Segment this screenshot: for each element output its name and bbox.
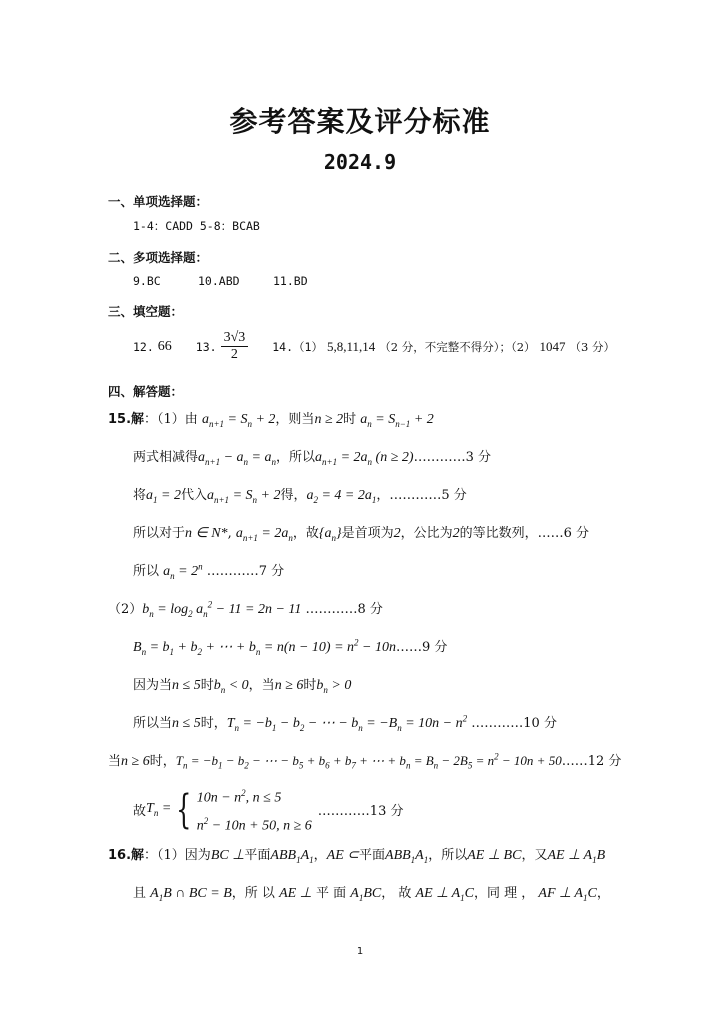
p15-line-8 bbox=[133, 674, 351, 695]
p15-text: 故 bbox=[133, 804, 147, 820]
math-expr: n ≥ 6 bbox=[274, 678, 304, 693]
p15-label: 15.解 bbox=[108, 412, 145, 427]
p15-text: ：（1）由 bbox=[144, 412, 202, 427]
p15-text: ，所以 bbox=[276, 450, 316, 465]
math-expr: $b_n = \log_2 a_n^2 - 11 = 2n - 11$ bbox=[142, 599, 302, 619]
math-expr: $ABB_1A_1$ bbox=[385, 848, 429, 865]
p15-text: 所以 bbox=[133, 564, 160, 579]
math-expr: n ≤ 5 bbox=[172, 716, 201, 731]
math-expr: n ≥ 6 bbox=[121, 754, 150, 769]
section-solutions: 四、解答题： bbox=[108, 384, 184, 399]
p15-text: …………13 分 bbox=[317, 804, 404, 820]
p16-text: 且 bbox=[133, 886, 147, 901]
p15-text: 当 bbox=[108, 754, 122, 769]
q14-note-1: （2 分，不完整不得分）；（2） bbox=[379, 339, 536, 354]
p15-text: ，公比为 bbox=[400, 526, 453, 541]
math-expr: n ≤ 5 bbox=[172, 678, 201, 693]
p15-text: ……9 分 bbox=[396, 640, 448, 655]
p16-text: 平 面 bbox=[316, 886, 347, 901]
p16-text: ，同 理 ， bbox=[473, 886, 535, 901]
p16-text: ， bbox=[596, 886, 610, 901]
q13-numerator: 3√3 bbox=[221, 330, 249, 347]
answer-11: 11.BD bbox=[273, 274, 308, 288]
q13-denominator: 2 bbox=[230, 347, 238, 362]
p15-text: 的等比数列，……6 分 bbox=[459, 526, 590, 541]
math-expr: $a_{n+1} - a_n = a_n$ bbox=[198, 450, 276, 467]
section-fill-blank: 三、填空题： bbox=[108, 304, 184, 319]
q14-note-2: （3 分） bbox=[569, 339, 616, 354]
p16-line-2 bbox=[133, 882, 610, 903]
p16-text: ， bbox=[313, 848, 327, 863]
section-multi-choice: 二、多项选择题： bbox=[108, 250, 209, 265]
q14-value-2: 1047 bbox=[539, 338, 566, 354]
p15-text: 得， bbox=[280, 488, 307, 503]
math-expr: $a_n = 2^n$ bbox=[163, 561, 203, 581]
p15-line-10 bbox=[108, 750, 621, 771]
math-expr: AE ⊥ $A_1C$ bbox=[415, 886, 474, 903]
p15-text: 因为当 bbox=[133, 678, 173, 693]
p15-line-2 bbox=[133, 446, 491, 467]
p15-text: ，故 bbox=[292, 526, 319, 541]
p15-text: 两式相减得 bbox=[133, 450, 199, 465]
math-expr: AE ⊂ bbox=[326, 848, 359, 863]
q13-label: 13. bbox=[195, 339, 217, 354]
p16-text: ：（1）因为 bbox=[144, 848, 211, 863]
math-expr: n ∈ N* bbox=[185, 526, 228, 541]
p16-text: ，所以 bbox=[428, 848, 468, 863]
p15-text: （2） bbox=[108, 602, 143, 617]
p15-text: …………10 分 bbox=[471, 716, 557, 731]
math-expr: AF ⊥ $A_1C$ bbox=[538, 886, 597, 903]
p16-line-1 bbox=[108, 844, 605, 865]
p15-line-1 bbox=[108, 408, 434, 429]
fill-blank-answers bbox=[133, 330, 615, 363]
p15-line-5 bbox=[133, 560, 284, 581]
section-single-choice: 一、单项选择题： bbox=[108, 194, 209, 209]
p15-text: 时 bbox=[343, 412, 357, 427]
math-expr: $b_n < 0$ bbox=[213, 678, 249, 695]
q14-label: 14.（1） bbox=[272, 339, 323, 354]
page-title: 参考答案及评分标准 bbox=[229, 105, 491, 138]
math-expr: $a_{n+1} = 2a_n$ (n ≥ 2) bbox=[315, 450, 414, 467]
math-expr: $a_{n+1} = 2a_n$ bbox=[235, 526, 293, 543]
answer-10: 10.ABD bbox=[198, 274, 240, 288]
page-number: 1 bbox=[356, 946, 364, 957]
p15-text: 时， bbox=[149, 754, 176, 769]
math-expr: n ≥ 2 bbox=[314, 412, 344, 427]
p16-text: ，所 以 bbox=[231, 886, 275, 901]
p15-text: 代入 bbox=[180, 488, 207, 503]
p15-text: 所以当 bbox=[133, 716, 173, 731]
math-expr: AE ⊥ bbox=[279, 886, 312, 901]
math-expr: $A_1B$ ∩ BC = B bbox=[150, 886, 232, 903]
math-expr: AE ⊥ $A_1B$ bbox=[547, 848, 606, 865]
math-expr: $a_2 = 4 = 2a_1$ bbox=[306, 488, 377, 505]
p15-text: 是首项为 bbox=[341, 526, 394, 541]
p15-text: ，当 bbox=[248, 678, 275, 693]
math-expr: 2 bbox=[452, 526, 460, 541]
math-expr: BC ⊥ bbox=[210, 848, 245, 863]
p15-text: 时， bbox=[200, 716, 227, 731]
single-choice-answers: 1-4：CADD 5-8：BCAB bbox=[133, 219, 260, 233]
p15-text: 时 bbox=[303, 678, 317, 693]
p15-text: …………7 分 bbox=[206, 564, 285, 579]
p15-line-7 bbox=[133, 636, 447, 657]
answer-9: 9.BC bbox=[133, 274, 161, 288]
brace-icon: { bbox=[176, 786, 192, 833]
math-expr: $B_n = b_1 + b_2$ + ⋯ + $b_n = n(n - 10) = n^2 - 10n$ bbox=[133, 637, 396, 657]
math-expr: $a_1 = 2$ bbox=[146, 488, 181, 505]
q12-value: 66 bbox=[157, 338, 172, 354]
p15-text: 所以对于 bbox=[133, 526, 186, 541]
p15-line-9 bbox=[133, 712, 557, 733]
p15-text: …………3 分 bbox=[413, 450, 491, 465]
p15-text: 时 bbox=[200, 678, 214, 693]
math-expr: $T_n = -b_1 - b_2$ − ⋯ − $b_5 + b_6 + b_7$ + ⋯ + $b_n = B_n - 2B_5 = n^2 - 10n + 50$ bbox=[175, 751, 562, 771]
p16-text: ，又 bbox=[521, 848, 548, 863]
math-expr: $T_n = -b_1 - b_2$ − ⋯ − $b_n = -B_n = 10n - n^2$ bbox=[226, 713, 468, 733]
q12-label: 12. bbox=[133, 339, 154, 354]
p15-text: ，则当 bbox=[275, 412, 315, 427]
p16-label: 16.解 bbox=[108, 848, 145, 863]
math-expr: $\{a_n\}$ bbox=[318, 526, 342, 543]
p15-text: ……12 分 bbox=[561, 754, 622, 769]
page-date: 2024.9 bbox=[323, 150, 397, 174]
p15-line-6 bbox=[108, 598, 383, 619]
q13-fraction bbox=[221, 330, 249, 363]
math-expr: $a_{n+1} = S_n + 2$ bbox=[201, 412, 276, 429]
math-expr: $a_{n+1} = S_n + 2$ bbox=[206, 488, 281, 505]
math-expr: 2 bbox=[393, 526, 401, 541]
math-expr: $10n - n^2$, n ≤ 5 bbox=[196, 788, 282, 806]
p16-text: 平面 bbox=[244, 848, 271, 863]
math-expr: $a_n = S_{n-1} + 2$ bbox=[360, 412, 434, 429]
p15-line-11 bbox=[133, 782, 403, 837]
piecewise-cases bbox=[197, 782, 312, 837]
p15-text: …………8 分 bbox=[305, 602, 383, 617]
math-expr: $b_n > 0$ bbox=[316, 678, 352, 695]
math-expr: $ABB_1A_1$ bbox=[270, 848, 314, 865]
p15-text: ，…………5 分 bbox=[376, 488, 467, 503]
p16-text: ， 故 bbox=[381, 886, 412, 901]
p15-line-3 bbox=[133, 484, 467, 505]
p16-text: 平面 bbox=[359, 848, 386, 863]
p15-line-4: 所以对于n ∈ N*, $a_{n+1} = 2a_n$，故$\{a_n\}$是首项为2，公比为2的等比数列，……6 分 bbox=[133, 526, 590, 543]
math-expr: AE ⊥ BC bbox=[467, 848, 522, 863]
math-expr: $A_1BC$ bbox=[350, 886, 382, 903]
q14-value-1: 5,8,11,14 bbox=[326, 338, 376, 354]
math-expr: $n^2 - 10n + 50$, n ≥ 6 bbox=[196, 815, 312, 834]
math-expr: $T_n$ = bbox=[146, 801, 172, 819]
p15-text: 将 bbox=[133, 488, 147, 503]
